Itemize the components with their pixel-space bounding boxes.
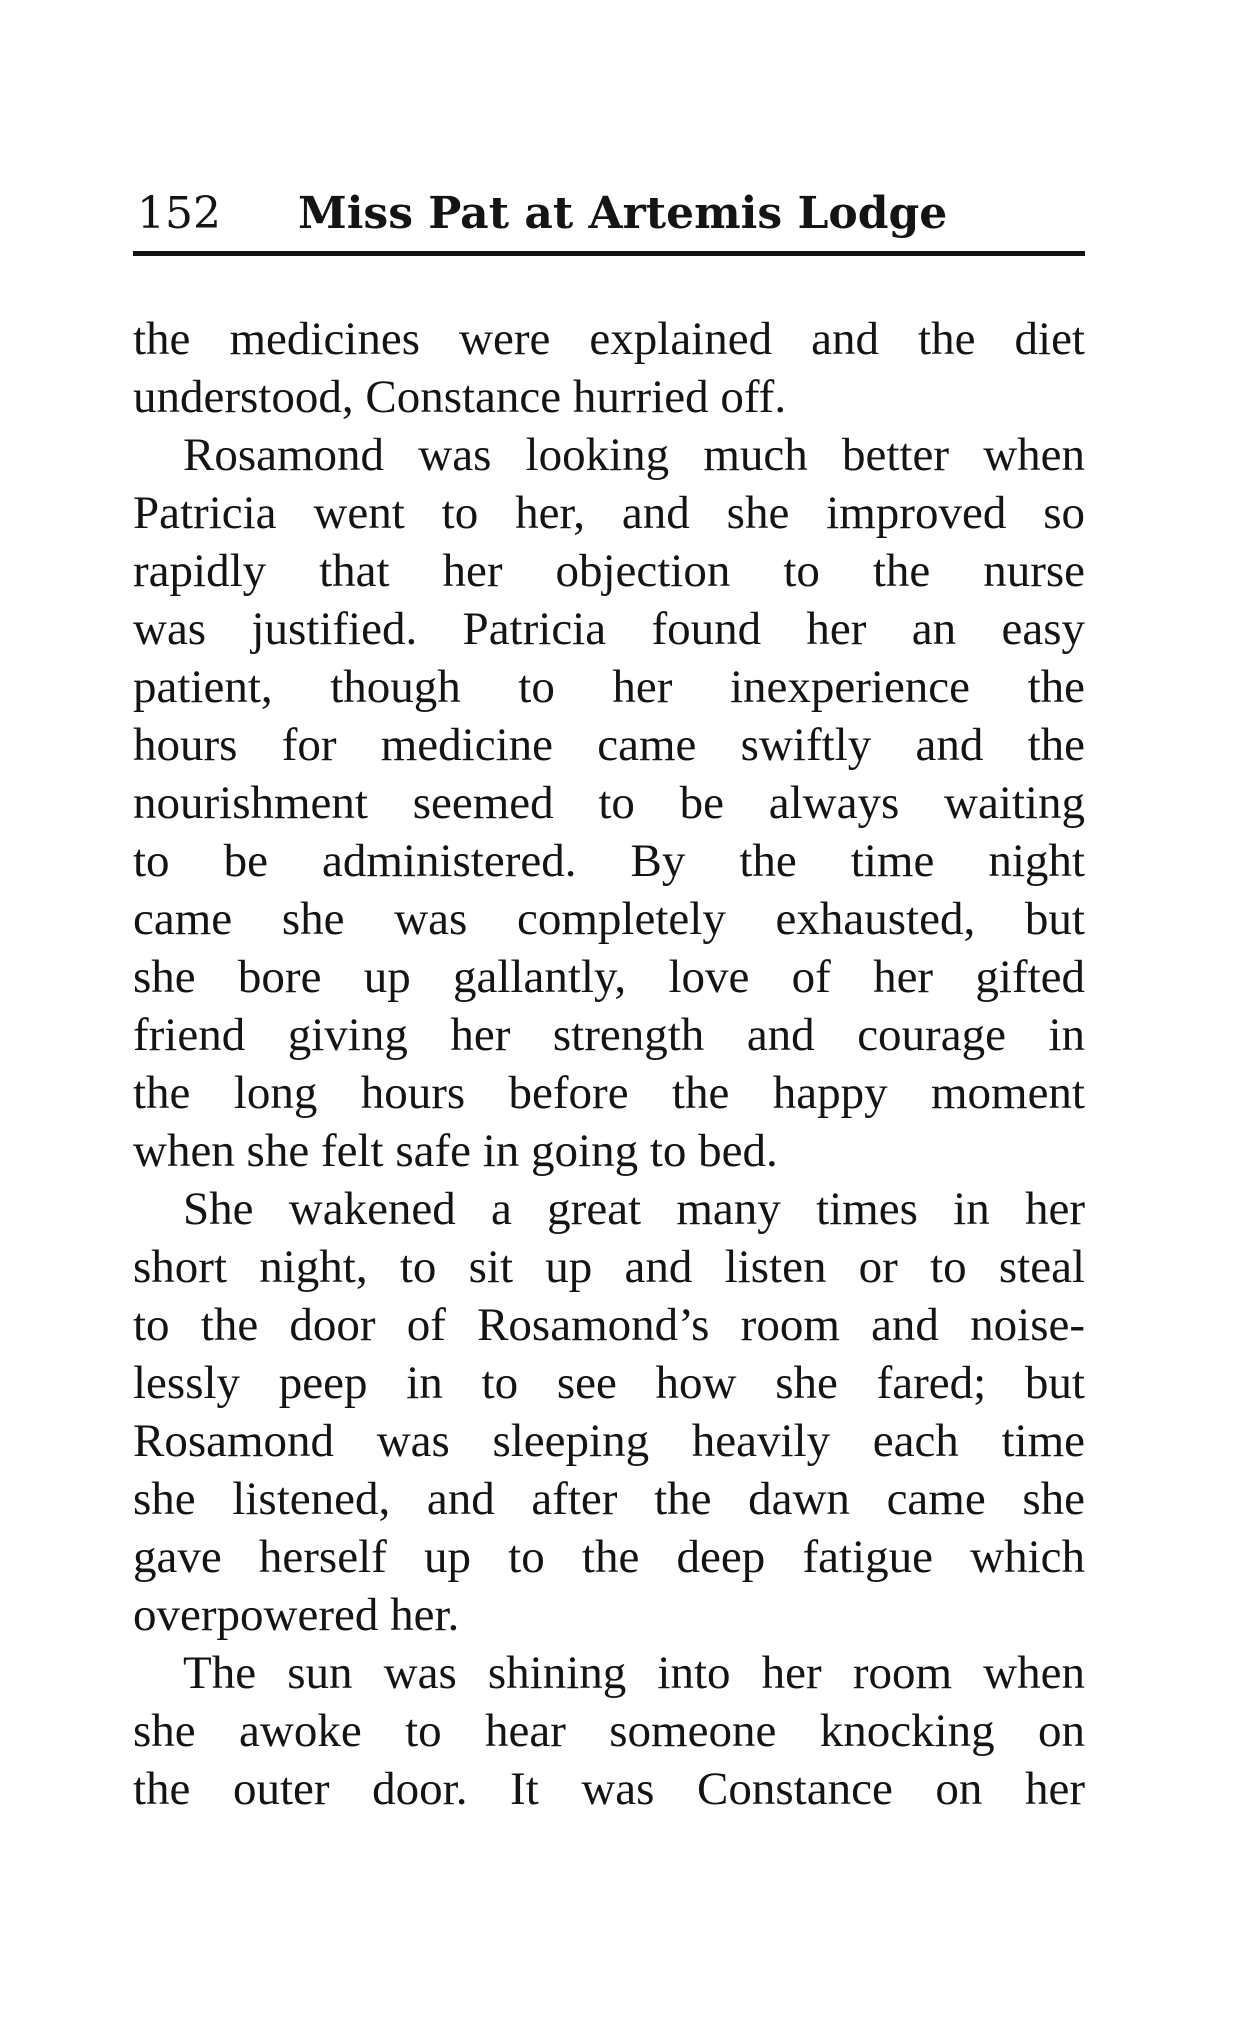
text-line: short night, to sit up and listen or to steal: [133, 1241, 1085, 1293]
paragraph-start-line: Rosamond was looking much better when: [183, 429, 1085, 481]
paragraph-start-line: The sun was shining into her room when: [183, 1647, 1085, 1699]
text-line: she listened, and after the dawn came she: [133, 1473, 1085, 1525]
text-line: rapidly that her objection to the nurse: [133, 545, 1085, 597]
text-line: overpowered her.: [133, 1589, 460, 1641]
paragraph-start-line: She wakened a great many times in her: [183, 1183, 1085, 1235]
text-line: the long hours before the happy moment: [133, 1067, 1085, 1119]
text-line: to the door of Rosamond’s room and noise-: [133, 1299, 1085, 1351]
page-number: 152: [137, 188, 221, 239]
running-title: Miss Pat at Artemis Lodge: [298, 188, 948, 239]
text-line: friend giving her strength and courage in: [133, 1009, 1085, 1061]
text-line: patient, though to her inexperience the: [133, 661, 1085, 713]
text-line: she awoke to hear someone knocking on: [133, 1705, 1085, 1757]
text-line: hours for medicine came swiftly and the: [133, 719, 1085, 771]
text-line: nourishment seemed to be always waiting: [133, 777, 1085, 829]
text-line: was justified. Patricia found her an easy: [133, 603, 1085, 655]
text-line: the medicines were explained and the diet: [133, 313, 1085, 365]
page-header: [133, 176, 1085, 256]
text-line: she bore up gallantly, love of her gifted: [133, 951, 1085, 1003]
text-line: lessly peep in to see how she fared; but: [133, 1357, 1085, 1409]
text-line: understood, Constance hurried off.: [133, 371, 787, 423]
text-line: Patricia went to her, and she improved so: [133, 487, 1085, 539]
text-line: the outer door. It was Constance on her: [133, 1763, 1085, 1815]
body-text: [133, 310, 1085, 1818]
text-line: gave herself up to the deep fatigue which: [133, 1531, 1085, 1583]
text-line: when she felt safe in going to bed.: [133, 1125, 778, 1177]
text-line: Rosamond was sleeping heavily each time: [133, 1415, 1085, 1467]
text-line: to be administered. By the time night: [133, 835, 1085, 887]
text-line: came she was completely exhausted, but: [133, 893, 1085, 945]
